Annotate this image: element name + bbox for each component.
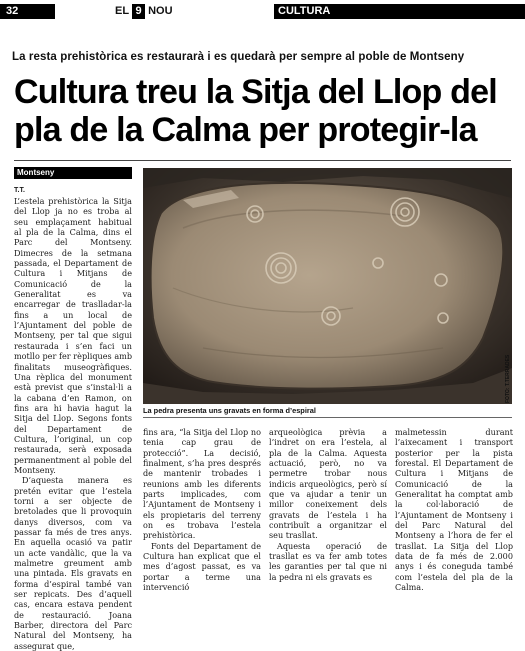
article-column-3 bbox=[269, 427, 387, 582]
paragraph: D’aquesta manera es pretén evitar que l’estela torni a ser objecte de bretolades que li provoquin danys diversos, com va passar fa més de tres anys. En aquella ocasió va patir un acte vandàlic, que la va malmetre greument amb una pintada. Els gravats en forma d’espiral també van ser repicats. Des d’aquell cas, encara estava pendent de restauració. Joana Barber, directora del Parc Natural del Montseny, ha assegurat que, bbox=[14, 475, 132, 651]
subheadline: La resta prehistòrica es restaurarà i es quedarà per sempre al poble de Montseny bbox=[12, 51, 465, 63]
masthead-number: 9 bbox=[132, 4, 145, 19]
paragraph: L’estela prehistòrica la Sitja del Llop ja no es troba al seu emplaçament habitual al pla de la Calma, dins el Parc del Montseny. Dimecres de la setmana passada, el Departament de Cultura i Mitjans de Comunicació de la Generalitat es va encarregar de traslladar-la fins a un local de l’Ajuntament del poble de Montseny, per tal que sigui restaurada i s’en faci un motllo per fer rèpliques amb finalitats museogràfiques. Una rèplica del monument està previst que s’instal·li a la cabana d’en Ramon, on fins ara hi havia hagut la Sitja del Llop. Segons fonts del Departament de Cultura, l’original, un cop restaurada, serà exposada permanentment al poble del Montseny. bbox=[14, 196, 132, 475]
page-number: 32 bbox=[0, 4, 55, 19]
paragraph: arqueològica prèvia a l’indret on era l’estela, al pla de la Calma. Aquesta actuació, però, no va permetre trobar nous indicis arqueològics, però sí que va ajudar a tenir un millor coneixement dels gravats de l’estela i ha contribuït a organitzar el seu trasllat. bbox=[269, 427, 387, 541]
headline bbox=[14, 73, 519, 149]
photo-caption: La pedra presenta uns gravats en forma d’espiral bbox=[143, 406, 316, 415]
stele-image bbox=[143, 168, 512, 404]
paragraph: Fonts del Departament de Cultura han explicat que el mes d’agost passat, es va portar a terme una intervenció bbox=[143, 540, 261, 593]
article-column-1 bbox=[14, 187, 132, 651]
masthead bbox=[112, 4, 176, 19]
paragraph: malmetessin durant l’aixecament i transport posterior per la pista forestal. El Departament de Cultura i Mitjans de Comunicació de la Generalitat ha comptat amb la col·laboració de l’Ajuntament de Montseny i del Parc Natural del Montseny a l’hora de fer el trasllat. La Sitja del Llop data de fa més de 2.000 anys i és coneguda també com l’estela del pla de la Calma. bbox=[395, 427, 513, 593]
paragraph: Aquesta operació de trasllat es va fer amb totes les garanties per tal que ni la pedra ni els gravats es bbox=[269, 540, 387, 582]
divider bbox=[14, 160, 511, 161]
article-column-4 bbox=[395, 427, 513, 593]
masthead-nou: NOU bbox=[148, 5, 173, 17]
location-tag: Montseny bbox=[14, 167, 132, 179]
stone-photo bbox=[143, 168, 512, 404]
headline-line-1: Cultura treu la Sitja del Llop del bbox=[14, 73, 497, 111]
section-label: CULTURA bbox=[274, 4, 525, 19]
byline: T.T. bbox=[14, 187, 25, 194]
article-column-2 bbox=[143, 427, 261, 593]
photo-credit: FOTO: T.TERRADES bbox=[505, 354, 511, 403]
paragraph: fins ara, “la Sitja del Llop no tenia cap grau de protecció”. La decisió, finalment, s’ha pres després de mantenir trobades i reunions amb les diferents parts implicades, com l’Ajuntament de Montseny i els propietaris del terreny on es trobava l’estela prehistòrica. bbox=[143, 427, 261, 541]
masthead-el: EL bbox=[115, 5, 130, 17]
page-header bbox=[0, 0, 525, 22]
caption-rule bbox=[143, 417, 512, 418]
headline-line-2: pla de la Calma per protegir-la bbox=[14, 111, 477, 149]
